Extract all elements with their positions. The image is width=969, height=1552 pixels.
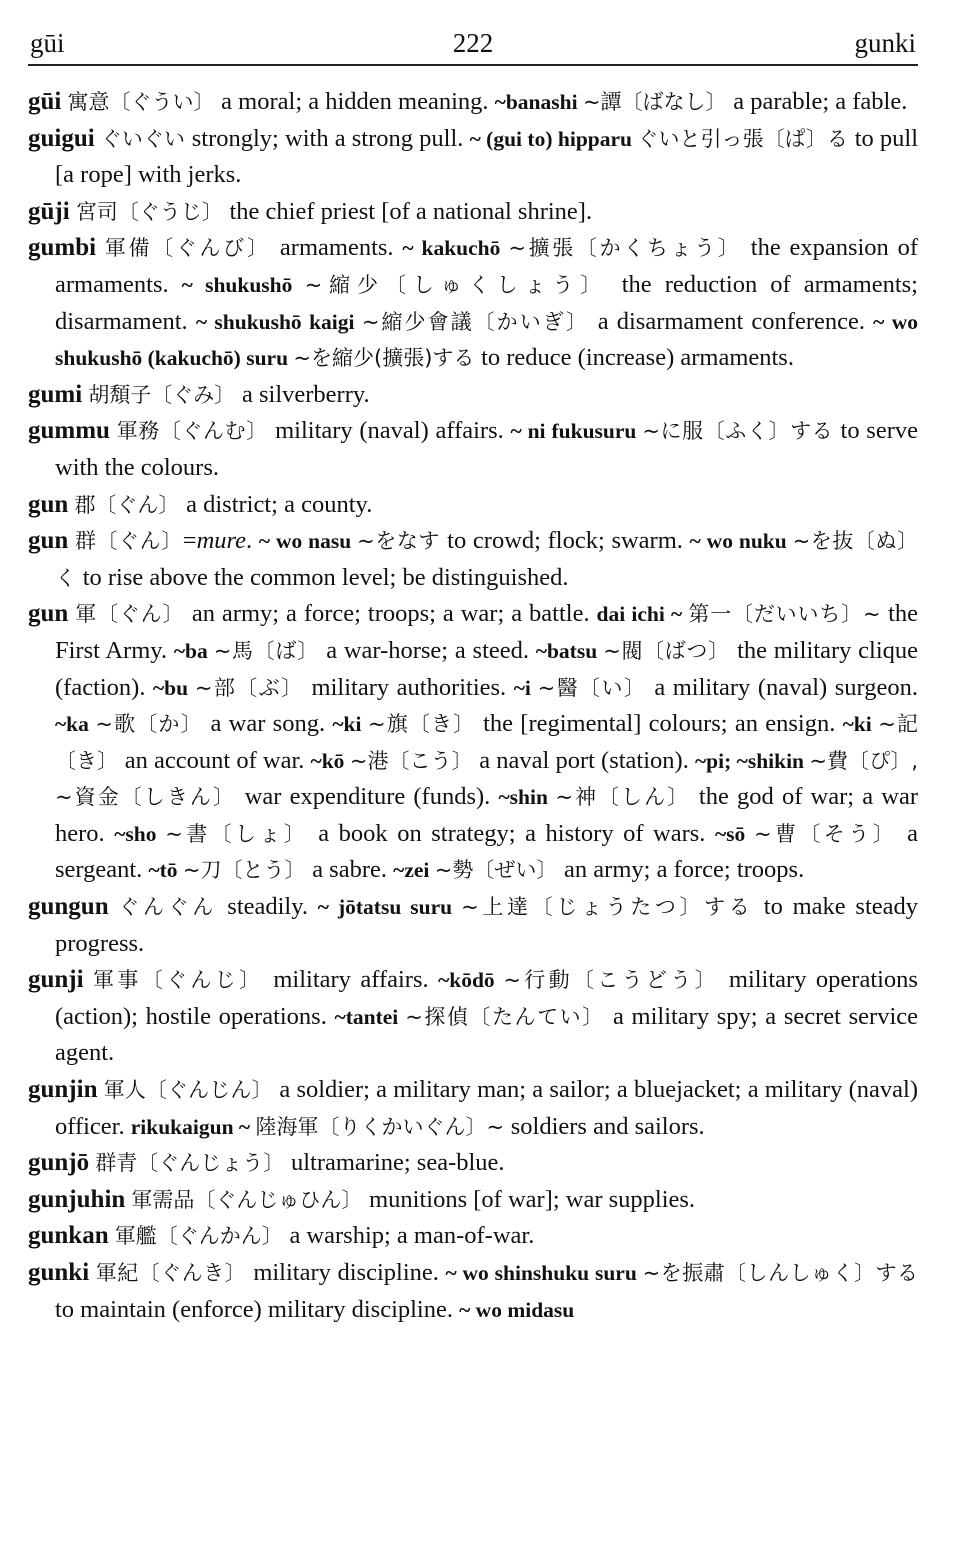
sub-entry: dai ichi ~ — [596, 602, 689, 627]
headword: gungun — [28, 893, 109, 921]
header-last-word: gunki — [854, 28, 916, 58]
definition-text: a silverberry. — [242, 380, 370, 408]
japanese-text: 宮司〔ぐうじ〕 — [75, 199, 230, 224]
japanese-text: ~縮少會議〔かいぎ〕 — [361, 309, 598, 334]
definition-text: military operations (action); hostile operations. — [55, 966, 918, 1030]
definition-text: to maintain (enforce) military discipline. — [55, 1295, 460, 1323]
headword: gun — [28, 490, 69, 518]
sub-entry: ~ jōtatsu suru — [317, 895, 462, 920]
dictionary-entry — [28, 889, 918, 962]
definition-text: a military spy; a secret service agent. — [55, 1002, 918, 1067]
japanese-text: 第一〔だいいち〕~ — [688, 602, 889, 627]
japanese-text: 郡〔ぐん〕 — [74, 492, 187, 517]
definition-text: an army; a force; troops; a war; a battle. — [191, 600, 597, 628]
japanese-text: 軍需品〔ぐんじゅひん〕 — [131, 1187, 370, 1212]
definition-text: to pull [a rope] with jerks. — [55, 124, 919, 189]
sub-entry: ~pi; ~shikin — [694, 748, 810, 773]
sub-entry: ~ wo shukushō (kakuchō) suru — [55, 309, 919, 371]
japanese-text: 胡頽子〔ぐみ〕 — [88, 382, 242, 407]
definition-text: a military (naval) surgeon. — [654, 673, 918, 701]
header-first-word: gūi — [30, 28, 65, 58]
headword: gummu — [28, 417, 110, 445]
sub-entry: rikukaigun ~ — [130, 1114, 256, 1139]
definition-text: a disarmament conference. — [597, 307, 874, 335]
japanese-text: 軍〔ぐん〕 — [75, 602, 192, 627]
definition-text: a parable; a fable. — [733, 88, 908, 115]
definition-text: to make steady progress. — [55, 893, 918, 957]
japanese-text: ~譚〔ばなし〕 — [582, 90, 734, 114]
definition-text: a warship; a man-of-war. — [289, 1222, 535, 1250]
japanese-text: ~縮少〔しゅくしょう〕 — [304, 272, 622, 297]
definition-text: munitions [of war]; war supplies. — [369, 1185, 696, 1213]
japanese-text: ぐいぐい — [100, 126, 192, 151]
definition-text: soldiers and sailors. — [510, 1112, 705, 1140]
headword: gun — [28, 527, 69, 555]
headword: gūji — [28, 197, 70, 225]
definition-text: armaments. — [279, 234, 403, 262]
definition-text: an account of war. — [124, 746, 311, 774]
japanese-text: 軍備〔ぐんび〕 — [104, 236, 280, 261]
sub-entry: ~ shukushō kaigi — [195, 309, 362, 334]
definition-text: a sergeant. — [55, 819, 918, 884]
japanese-text: ぐんぐん — [118, 895, 228, 920]
definition-text: to serve with the colours. — [55, 417, 918, 481]
sub-entry: ~sho — [114, 821, 166, 846]
dictionary-entry — [28, 962, 918, 1072]
japanese-text: 群〔ぐん〕 — [75, 529, 183, 554]
japanese-text: ~を振肅〔しんしゅく〕する — [642, 1261, 918, 1285]
japanese-text: ~探偵〔たんてい〕 — [405, 1004, 613, 1029]
dictionary-entry — [28, 1218, 918, 1255]
japanese-text: ~馬〔ば〕 — [213, 638, 327, 663]
sub-entry: ~sō — [714, 821, 755, 846]
definition-text: a soldier; a military man; a sailor; a bluejacket; a military (naval) officer. — [55, 1076, 918, 1140]
definition-text: to rise above the common level; be distinguished. — [82, 563, 569, 591]
japanese-text: ~閥〔ばつ〕 — [603, 638, 738, 663]
sub-entry: ~tantei — [334, 1004, 406, 1029]
definition-text: an army; a force; troops. — [564, 856, 805, 884]
japanese-text: ~を縮少(擴張)する — [293, 346, 482, 371]
headword: gūi — [28, 88, 62, 115]
definition-text: war expenditure (funds). — [244, 783, 499, 811]
headword: gunjō — [28, 1149, 90, 1177]
sub-entry: ~ki — [332, 712, 368, 737]
headword: gumi — [28, 380, 83, 408]
definition-text: steadily. — [227, 893, 318, 921]
japanese-text: ~をなす — [357, 529, 448, 554]
japanese-text: ~部〔ぶ〕 — [194, 675, 312, 700]
dictionary-entry — [28, 121, 918, 194]
definition-text: to crowd; flock; swarm. — [447, 527, 690, 555]
definition-text: a moral; a hidden meaning. — [221, 88, 495, 115]
japanese-text: 群青〔ぐんじょう〕 — [95, 1151, 291, 1176]
japanese-text: 軍人〔ぐんじん〕 — [103, 1078, 280, 1103]
japanese-text: ~擴張〔かくちょう〕 — [508, 236, 751, 261]
sub-entry: ~batsu — [535, 638, 604, 663]
dictionary-entry — [28, 1145, 918, 1182]
definition-text: military discipline. — [253, 1259, 446, 1286]
headword: gunjuhin — [28, 1185, 126, 1213]
japanese-text: ~勢〔ぜい〕 — [434, 858, 565, 883]
definition-text: strongly; with a strong pull. — [191, 124, 470, 152]
japanese-text: 軍務〔ぐんむ〕 — [116, 419, 276, 444]
japanese-text: ~刀〔とう〕 — [182, 858, 313, 883]
japanese-text: ~港〔こう〕 — [349, 748, 480, 773]
japanese-text: ~神〔しん〕 — [555, 785, 699, 810]
sub-entry: ~ wo nasu — [258, 529, 358, 554]
japanese-text: 軍事〔ぐんじ〕 — [93, 968, 274, 993]
headword: gunji — [28, 966, 84, 994]
japanese-text: 軍艦〔ぐんかん〕 — [114, 1224, 290, 1249]
definition-text: to reduce (increase) armaments. — [481, 344, 794, 372]
sub-entry: ~kō — [310, 748, 350, 773]
sub-entry: ~ ni fukusuru — [510, 419, 643, 444]
japanese-text: ぐいと引っ張〔ぱ〕る — [637, 126, 855, 151]
definition-text: ultramarine; sea-blue. — [290, 1149, 505, 1177]
japanese-text: ~記〔き〕 — [55, 712, 918, 773]
dictionary-entry — [28, 194, 918, 231]
japanese-text: 陸海軍〔りくかいぐん〕~ — [255, 1114, 511, 1139]
headword: gunjin — [28, 1076, 98, 1104]
definition-text: a war-horse; a steed. — [326, 636, 536, 664]
japanese-text: ~旗〔き〕 — [367, 712, 484, 737]
definition-text: the god of war; a war hero. — [55, 783, 918, 847]
sub-entry: ~ wo nuku — [689, 529, 793, 554]
headword: gunkan — [28, 1222, 109, 1250]
sub-entry: ~ kakuchō — [402, 236, 509, 261]
japanese-text: ~費〔ぴ〕, ~資金〔しきん〕 — [55, 748, 918, 810]
japanese-text: ~上達〔じょうたつ〕する — [461, 895, 764, 920]
dictionary-entry — [28, 1255, 918, 1328]
definition-text: military affairs. — [273, 966, 439, 994]
sub-entry: ~shin — [498, 785, 556, 810]
sub-entry: ~ba — [173, 638, 214, 663]
definition-text: military (naval) affairs. — [275, 417, 511, 445]
headword: gumbi — [28, 234, 97, 262]
dictionary-entry — [28, 84, 918, 121]
definition-text: the [regimental] colours; an ensign. — [483, 710, 843, 738]
japanese-text: ~書〔しょ〕 — [165, 821, 319, 846]
headword: gun — [28, 600, 69, 628]
definition-text: the chief priest [of a national shrine]. — [229, 197, 593, 225]
japanese-text: 軍紀〔ぐんき〕 — [95, 1261, 254, 1285]
japanese-text: ~行動〔こうどう〕 — [503, 968, 729, 993]
definition-text: a naval port (station). — [479, 746, 695, 774]
dictionary-entries — [28, 84, 918, 1328]
sub-entry: ~i — [513, 675, 538, 700]
japanese-text: ~醫〔い〕 — [537, 675, 655, 700]
dictionary-entry — [28, 487, 918, 524]
sub-entry: ~ wo shinshuku suru — [445, 1261, 643, 1285]
definition-text: a war song. — [210, 710, 333, 738]
sub-entry: ~tō — [148, 858, 183, 883]
page-header — [28, 22, 918, 66]
definition-text: the First Army. — [55, 600, 918, 664]
page-number: 222 — [452, 28, 494, 58]
dictionary-entry — [28, 230, 918, 376]
sub-entry: ~bu — [153, 675, 195, 700]
japanese-text: ~曹〔そう〕 — [754, 821, 908, 846]
definition-text: a book on strategy; a history of wars. — [318, 819, 715, 847]
definition-text: = — [182, 527, 197, 555]
definition-text: the reduction of armaments; disarmament. — [55, 270, 918, 335]
definition-text: the military clique (faction). — [55, 636, 919, 701]
sub-entry: ~zei — [393, 858, 435, 883]
headword: gunki — [28, 1259, 90, 1286]
sub-entry: ~ shukushō — [181, 272, 305, 297]
dictionary-entry — [28, 596, 918, 889]
sub-entry: ~kōdō — [438, 968, 504, 993]
sub-entry: ~banashi — [494, 90, 583, 114]
definition-text: the expansion of armaments. — [55, 234, 918, 298]
sub-entry: ~ki — [842, 712, 879, 737]
dictionary-entry — [28, 377, 918, 414]
dictionary-entry — [28, 1182, 918, 1219]
japanese-text: ~歌〔か〕 — [95, 712, 211, 737]
definition-text: a district; a county. — [186, 490, 373, 518]
dictionary-entry — [28, 523, 918, 596]
japanese-text: ~を抜〔ぬ〕く — [55, 529, 918, 590]
sub-entry: ~ wo midasu — [459, 1297, 575, 1322]
headword: guigui — [28, 124, 95, 152]
sub-entry: ~ka — [55, 712, 96, 737]
japanese-text: 寓意〔ぐうい〕 — [67, 90, 222, 114]
dictionary-entry — [28, 1072, 918, 1145]
definition-text: . — [246, 527, 259, 555]
dictionary-entry — [28, 413, 918, 486]
japanese-text: ~に服〔ふく〕する — [642, 419, 841, 444]
definition-text: a sabre. — [312, 856, 394, 884]
definition-text: military authorities. — [311, 673, 514, 701]
cross-reference: mure — [196, 527, 247, 555]
sub-entry: ~ (gui to) hipparu — [469, 126, 638, 151]
